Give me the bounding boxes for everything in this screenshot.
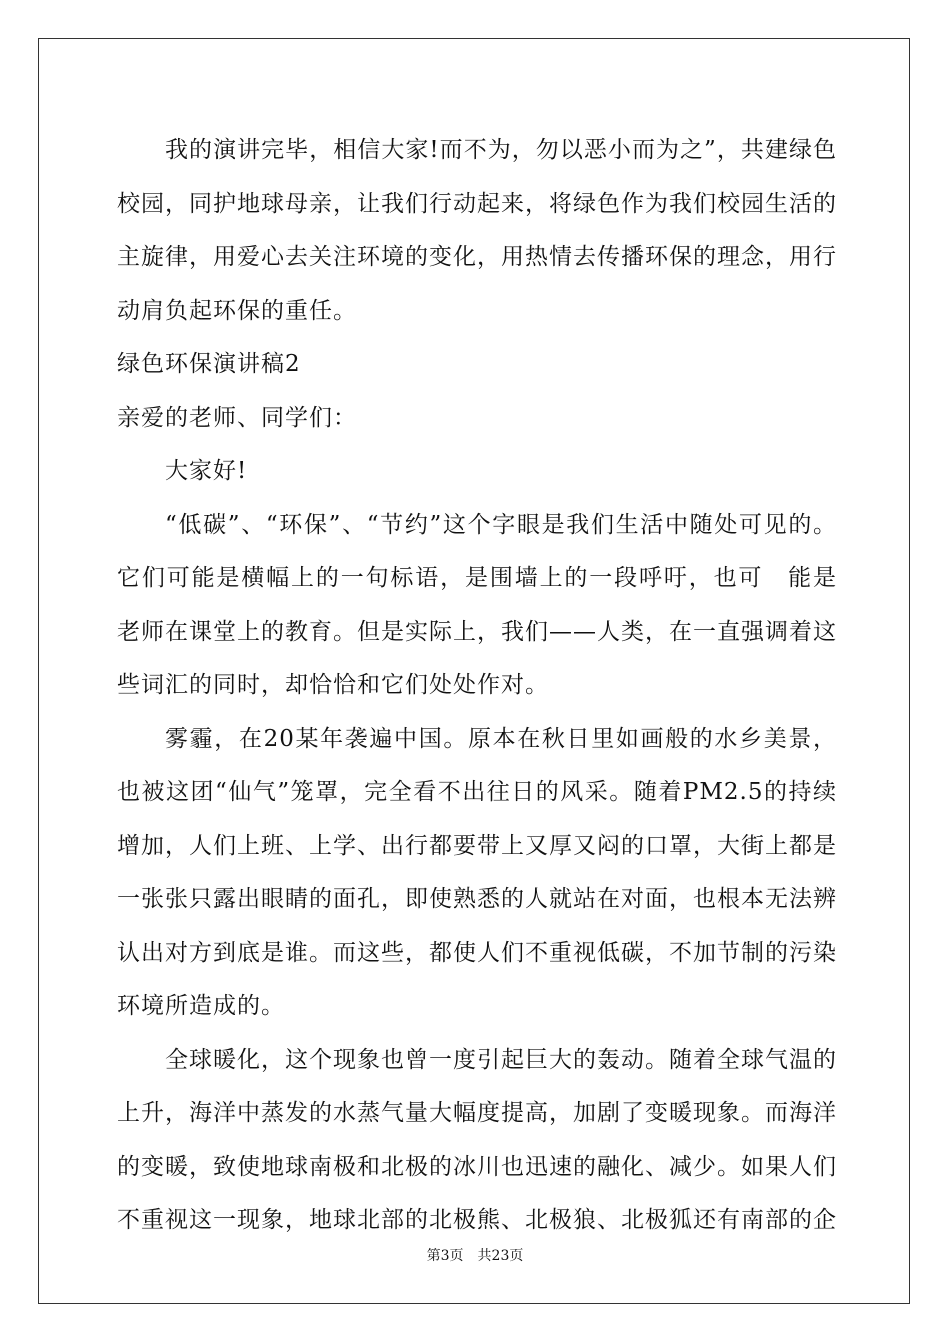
- paragraph: 雾霾，在20某年袭遍中国。原本在秋日里如画般的水乡美景，也被这团“仙气”笼罩，完全看不出往日的风采。随着PM2.5的持续增加，人们上班、上学、出行都要带上又厚又闷的口罩，大街上都是一张张只露出眼睛的面孔，即使熟悉的人就站在对面，也根本无法辨认出对方到底是谁。而这些，都使人们不重视低碳，不加节制的污染环境所造成的。: [117, 725, 837, 1019]
- page-footer: [0, 1245, 950, 1265]
- greeting: 大家好!: [165, 458, 248, 484]
- page-number: 第3页: [426, 1248, 464, 1264]
- paragraph: “低碳”、“环保”、“节约”这个字眼是我们生活中随处可见的。它们可能是横幅上的一句标语，是围墙上的一段呼吁，也可 能是 老师在课堂上的教育。但是实际上，我们——人类，在一直强调着这些词汇的同时，却恰恰和它们处处作对。: [117, 511, 861, 698]
- page-total: 共23页: [477, 1248, 524, 1264]
- paragraph: 全球暖化，这个现象也曾一度引起巨大的轰动。随着全球气温的上升，海洋中蒸发的水蒸气量大幅度提高，加剧了变暖现象。而海洋的变暖，致使地球南极和北极的冰川也迅速的融化、减少。如果人们不重视这一现象，地球北部的北极熊、北极狼、北极狐还有南部的企: [117, 1046, 837, 1233]
- salutation: 亲爱的老师、同学们：: [117, 404, 357, 431]
- document-body: [117, 124, 861, 1248]
- section-heading: 绿色环保演讲稿2: [117, 351, 301, 377]
- paragraph: 我的演讲完毕，相信大家!而不为，勿以恶小而为之”，共建绿色校园，同护地球母亲，让我们行动起来，将绿色作为我们校园生活的主旋律，用爱心去关注环境的变化，用热情去传播环保的理念，用行动肩负起环保的重任。: [117, 137, 837, 324]
